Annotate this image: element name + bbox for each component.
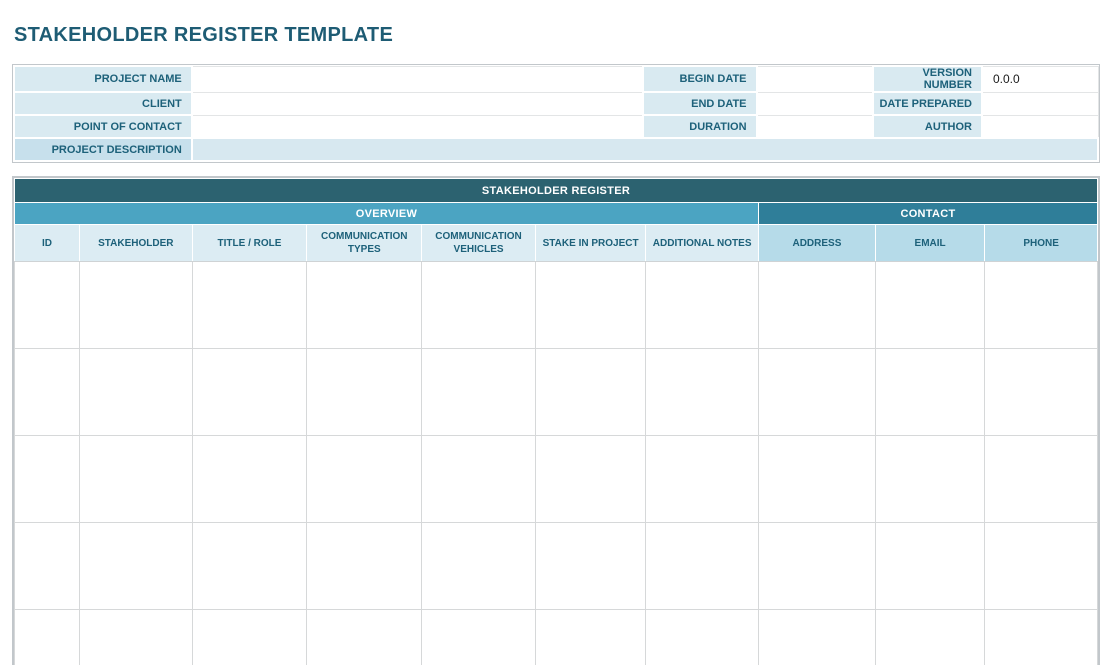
register-cell[interactable]	[422, 610, 536, 665]
author-label: AUTHOR	[873, 115, 982, 138]
stakeholder-register-table	[14, 178, 1098, 665]
end-date-label: END DATE	[643, 92, 757, 115]
register-cell[interactable]	[15, 349, 80, 436]
register-cell[interactable]	[307, 349, 422, 436]
register-cell[interactable]	[646, 523, 759, 610]
end-date-field[interactable]	[757, 92, 873, 115]
project-info-section	[12, 64, 1100, 163]
register-cell[interactable]	[646, 610, 759, 665]
register-cell[interactable]	[307, 436, 422, 523]
column-header-id: ID	[15, 225, 80, 262]
register-cell[interactable]	[192, 262, 307, 349]
register-cell[interactable]	[535, 349, 645, 436]
register-cell[interactable]	[875, 349, 984, 436]
register-cell[interactable]	[15, 610, 80, 665]
form-row	[14, 138, 1098, 161]
column-header-title-role: TITLE / ROLE	[192, 225, 307, 262]
register-cell[interactable]	[985, 610, 1098, 665]
register-cell[interactable]	[758, 523, 875, 610]
begin-date-field[interactable]	[757, 66, 873, 92]
client-field[interactable]	[192, 92, 643, 115]
column-header-stake-in-project: STAKE IN PROJECT	[535, 225, 645, 262]
column-header-phone: PHONE	[985, 225, 1098, 262]
version-number-label: VERSION NUMBER	[873, 66, 982, 92]
register-cell[interactable]	[758, 262, 875, 349]
register-cell[interactable]	[985, 523, 1098, 610]
register-cell[interactable]	[646, 436, 759, 523]
register-body	[15, 262, 1098, 665]
register-cell[interactable]	[422, 262, 536, 349]
register-cell[interactable]	[758, 349, 875, 436]
register-row	[15, 436, 1098, 523]
register-cell[interactable]	[535, 523, 645, 610]
register-cell[interactable]	[422, 436, 536, 523]
register-cell[interactable]	[79, 610, 192, 665]
register-title: STAKEHOLDER REGISTER	[15, 179, 1098, 203]
register-cell[interactable]	[307, 523, 422, 610]
column-header-address: ADDRESS	[758, 225, 875, 262]
project-description-field[interactable]	[192, 138, 1098, 161]
register-cell[interactable]	[422, 523, 536, 610]
register-cell[interactable]	[758, 610, 875, 665]
register-cell[interactable]	[875, 436, 984, 523]
register-cell[interactable]	[307, 610, 422, 665]
group-header-contact: CONTACT	[758, 203, 1097, 225]
register-row	[15, 349, 1098, 436]
client-label: CLIENT	[14, 92, 192, 115]
point-of-contact-field[interactable]	[192, 115, 643, 138]
column-header-communication-types: COMMUNICATION TYPES	[307, 225, 422, 262]
register-cell[interactable]	[192, 436, 307, 523]
register-cell[interactable]	[535, 436, 645, 523]
register-group-row	[15, 203, 1098, 225]
column-header-email: EMAIL	[875, 225, 984, 262]
register-cell[interactable]	[307, 262, 422, 349]
project-info-table	[13, 65, 1099, 162]
column-header-additional-notes: ADDITIONAL NOTES	[646, 225, 759, 262]
column-header-stakeholder: STAKEHOLDER	[79, 225, 192, 262]
group-header-overview: OVERVIEW	[15, 203, 759, 225]
register-cell[interactable]	[15, 523, 80, 610]
register-row	[15, 523, 1098, 610]
register-cell[interactable]	[646, 262, 759, 349]
register-cell[interactable]	[422, 349, 536, 436]
register-cell[interactable]	[535, 610, 645, 665]
project-description-label: PROJECT DESCRIPTION	[14, 138, 192, 161]
date-prepared-label: DATE PREPARED	[873, 92, 982, 115]
register-row	[15, 262, 1098, 349]
register-cell[interactable]	[79, 349, 192, 436]
form-row	[14, 115, 1098, 138]
register-cell[interactable]	[875, 262, 984, 349]
point-of-contact-label: POINT OF CONTACT	[14, 115, 192, 138]
duration-field[interactable]	[757, 115, 873, 138]
register-cell[interactable]	[79, 262, 192, 349]
register-cell[interactable]	[875, 523, 984, 610]
project-name-label: PROJECT NAME	[14, 66, 192, 92]
form-row	[14, 66, 1098, 92]
date-prepared-field[interactable]	[982, 92, 1098, 115]
register-title-row	[15, 179, 1098, 203]
register-cell[interactable]	[192, 610, 307, 665]
stakeholder-register-section	[12, 176, 1100, 665]
register-cell[interactable]	[985, 262, 1098, 349]
register-cell[interactable]	[79, 523, 192, 610]
register-cell[interactable]	[192, 523, 307, 610]
author-field[interactable]	[982, 115, 1098, 138]
register-cell[interactable]	[535, 262, 645, 349]
register-cell[interactable]	[985, 349, 1098, 436]
duration-label: DURATION	[643, 115, 757, 138]
register-row	[15, 610, 1098, 665]
column-header-communication-vehicles: COMMUNICATION VEHICLES	[422, 225, 536, 262]
version-number-field[interactable]: 0.0.0	[982, 66, 1098, 92]
register-cell[interactable]	[15, 436, 80, 523]
register-cell[interactable]	[192, 349, 307, 436]
register-cell[interactable]	[79, 436, 192, 523]
register-cell[interactable]	[875, 610, 984, 665]
register-cell[interactable]	[15, 262, 80, 349]
form-row	[14, 92, 1098, 115]
project-name-field[interactable]	[192, 66, 643, 92]
begin-date-label: BEGIN DATE	[643, 66, 757, 92]
register-column-header-row	[15, 225, 1098, 262]
page-title: STAKEHOLDER REGISTER TEMPLATE	[14, 24, 394, 46]
register-cell[interactable]	[758, 436, 875, 523]
register-cell[interactable]	[985, 436, 1098, 523]
register-cell[interactable]	[646, 349, 759, 436]
